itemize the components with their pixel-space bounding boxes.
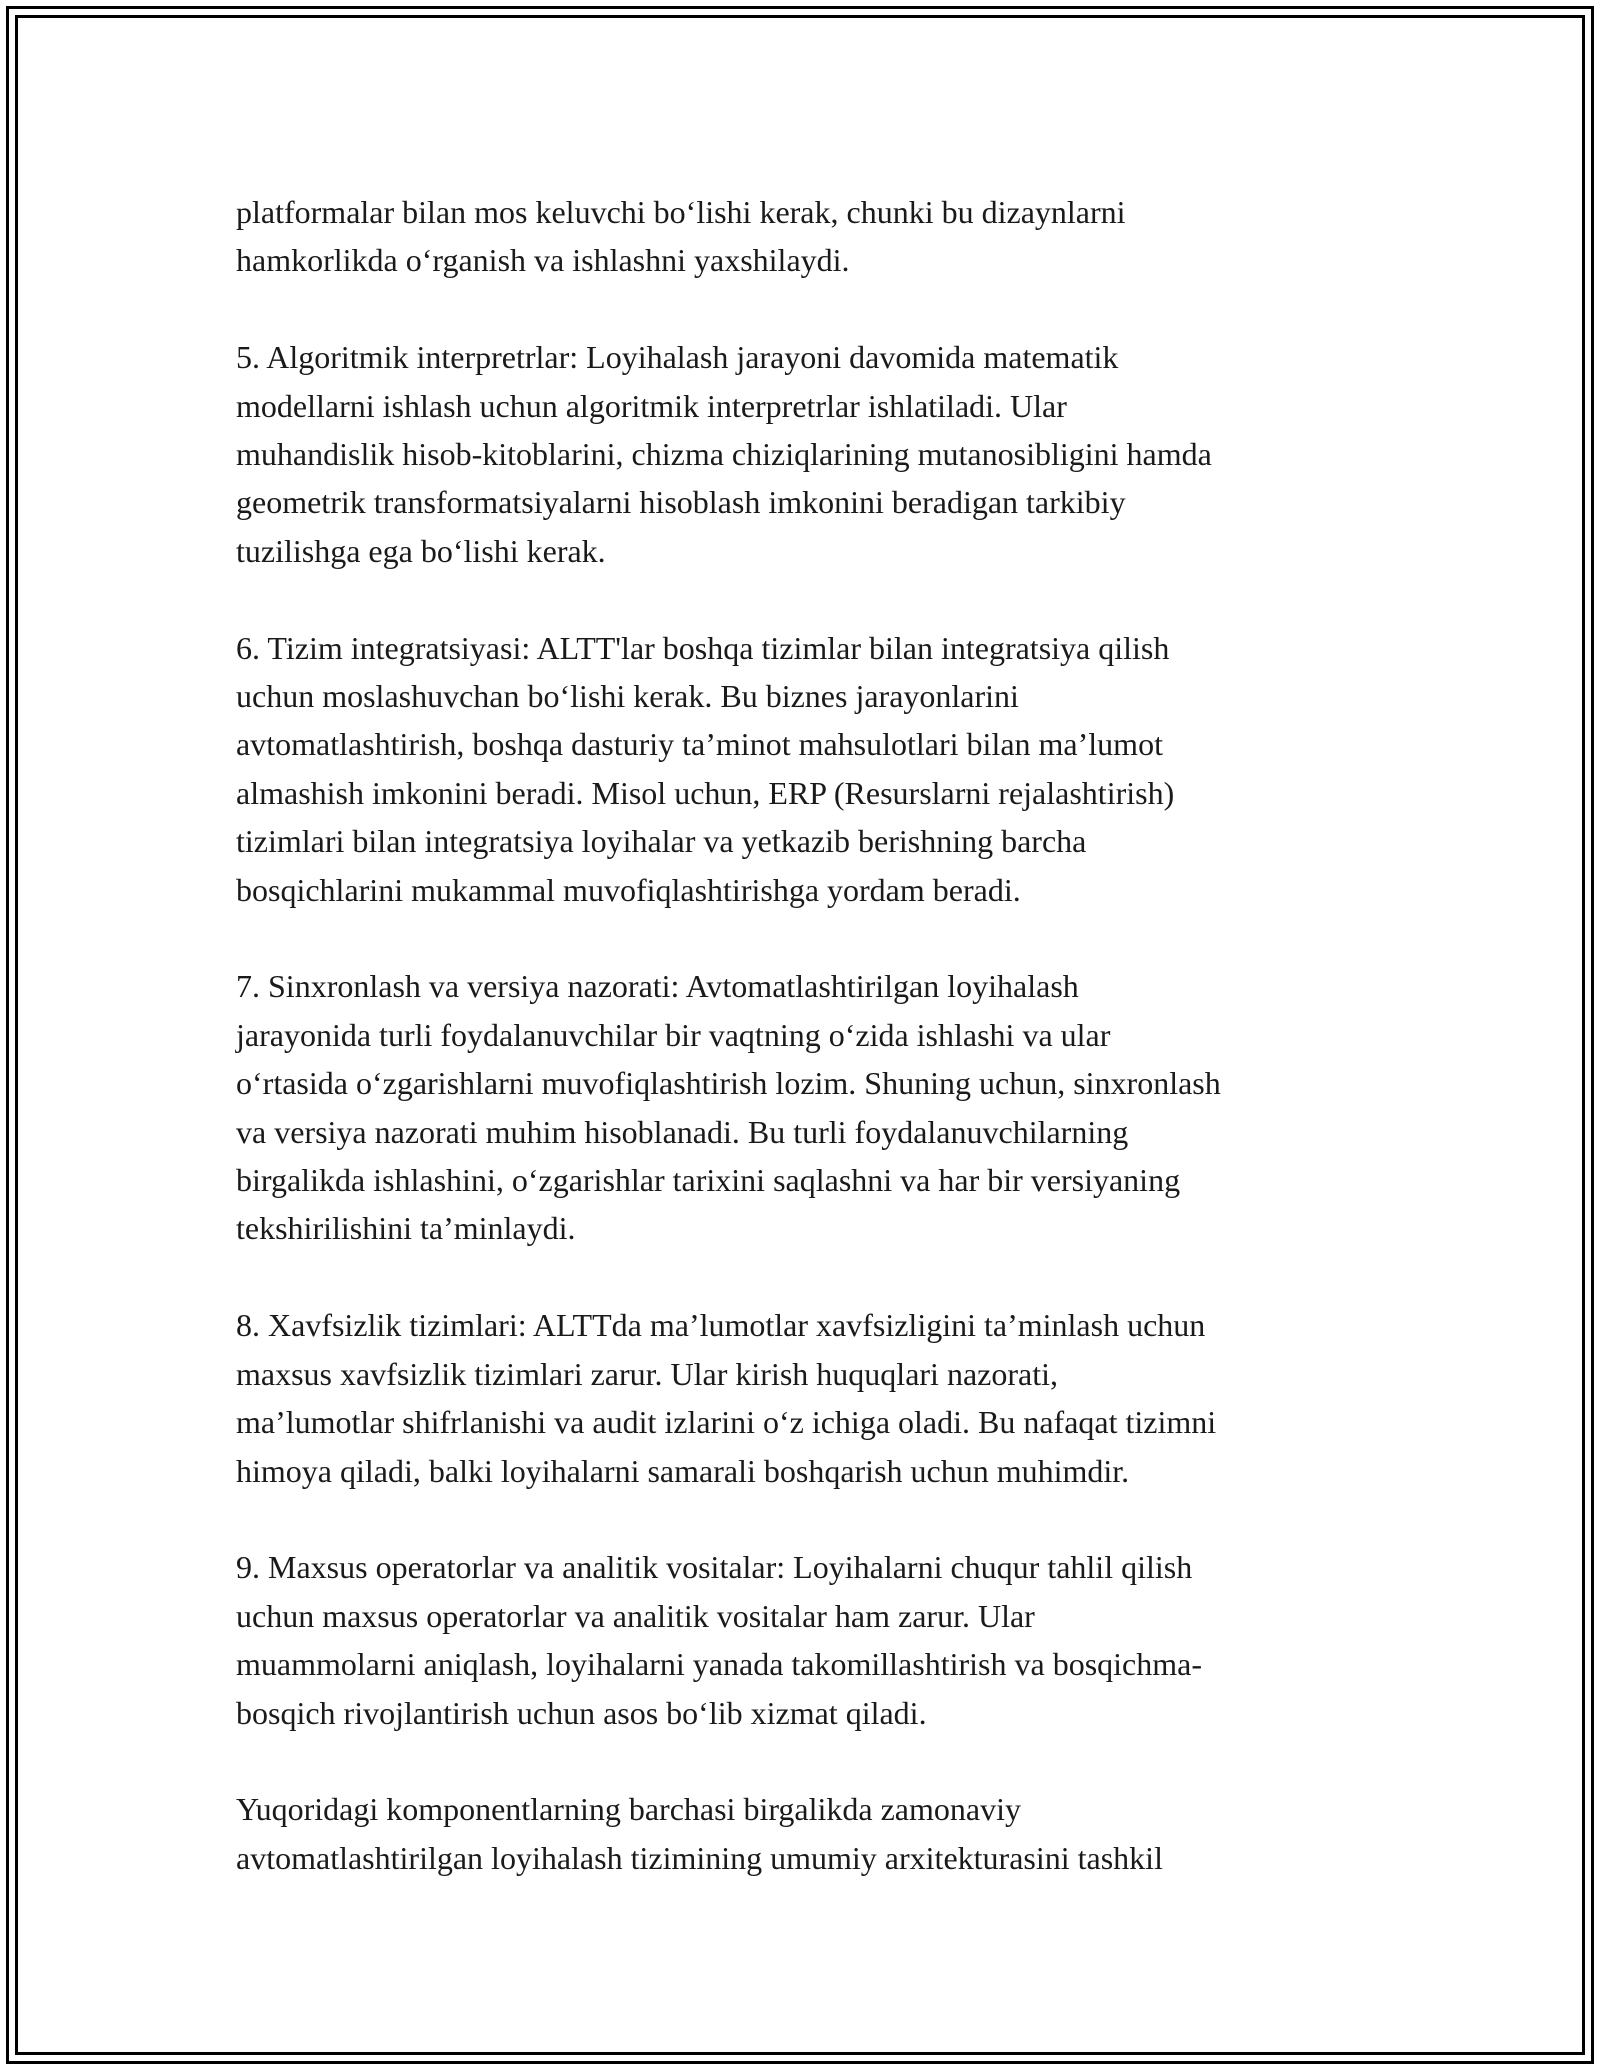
- text-line: tekshirilishini ta’minlaydi.: [236, 1210, 576, 1247]
- text-line: bosqichlarini mukammal muvofiqlashtirishga yordam beradi.: [236, 871, 1021, 908]
- text-line: 6. Tizim integratsiyasi: ALTT'lar boshqa tizimlar bilan integratsiya qilish: [236, 629, 1170, 666]
- text-line: avtomatlashtirish, boshqa dasturiy ta’minot mahsulotlari bilan ma’lumot: [236, 726, 1163, 763]
- text-line: 9. Maxsus operatorlar va analitik vositalar: Loyihalarni chuqur tahlil qilish: [236, 1549, 1193, 1586]
- text-line: uchun moslashuvchan bo‘lishi kerak. Bu biznes jarayonlarini: [236, 678, 1019, 715]
- text-line: Yuqoridagi komponentlarning barchasi birgalikda zamonaviy: [236, 1791, 1021, 1828]
- text-line: almashish imkonini beradi. Misol uchun, ERP (Resurslarni rejalashtirish): [236, 774, 1175, 811]
- text-line: birgalikda ishlashini, o‘zgarishlar tarixini saqlashni va har bir versiyaning: [236, 1162, 1181, 1199]
- text-line: va versiya nazorati muhim hisoblanadi. Bu turli foydalanuvchilarning: [236, 1113, 1129, 1150]
- text-line: bosqich rivojlantirish uchun asos bo‘lib xizmat qiladi.: [236, 1694, 927, 1731]
- document-body: [236, 188, 1396, 1931]
- text-line: modellarni ishlash uchun algoritmik interpretrlar ishlatiladi. Ular: [236, 387, 1067, 424]
- text-line: o‘rtasida o‘zgarishlarni muvofiqlashtirish lozim. Shuning uchun, sinxronlash: [236, 1065, 1221, 1102]
- paragraph-summary: [236, 1785, 1396, 1882]
- text-line: ma’lumotlar shifrlanishi va audit izlarini o‘z ichiga oladi. Bu nafaqat tizimni: [236, 1404, 1217, 1441]
- text-line: geometrik transformatsiyalarni hisoblash imkonini beradigan tarkibiy: [236, 484, 1126, 521]
- text-line: himoya qiladi, balki loyihalarni samarali boshqarish uchun muhimdir.: [236, 1452, 1130, 1489]
- text-line: jarayonida turli foydalanuvchilar bir vaqtning o‘zida ishlashi va ular: [236, 1016, 1111, 1053]
- text-line: platformalar bilan mos keluvchi bo‘lishi kerak, chunki bu dizaynlarni: [236, 194, 1126, 230]
- text-line: avtomatlashtirilgan loyihalash tizimining umumiy arxitekturasini tashkil: [236, 1839, 1163, 1876]
- text-line: muammolarni aniqlash, loyihalarni yanada takomillashtirish va bosqichma-: [236, 1646, 1202, 1683]
- text-line: uchun maxsus operatorlar va analitik vositalar ham zarur. Ular: [236, 1597, 1035, 1634]
- text-line: muhandislik hisob-kitoblarini, chizma chiziqlarining mutanosibligini hamda: [236, 436, 1212, 473]
- text-line: hamkorlikda o‘rganish va ishlashni yaxshilaydi.: [236, 242, 850, 279]
- text-line: tuzilishga ega bo‘lishi kerak.: [236, 532, 606, 569]
- paragraph-item-7: [236, 962, 1396, 1252]
- text-line: 5. Algoritmik interpretrlar: Loyihalash jarayoni davomida matematik: [236, 339, 1119, 376]
- paragraph-item-5: [236, 333, 1396, 575]
- paragraph-item-9: [236, 1543, 1396, 1737]
- paragraph-item-6: [236, 624, 1396, 914]
- text-line: 7. Sinxronlash va versiya nazorati: Avtomatlashtirilgan loyihalash: [236, 968, 1079, 1005]
- text-line: 8. Xavfsizlik tizimlari: ALTTda ma’lumotlar xavfsizligini ta’minlash uchun: [236, 1307, 1206, 1344]
- paragraph-item-8: [236, 1301, 1396, 1495]
- text-line: maxsus xavfsizlik tizimlari zarur. Ular kirish huquqlari nazorati,: [236, 1355, 1058, 1392]
- text-line: tizimlari bilan integratsiya loyihalar va yetkazib berishning barcha: [236, 823, 1087, 860]
- paragraph-continuation: [236, 188, 1396, 285]
